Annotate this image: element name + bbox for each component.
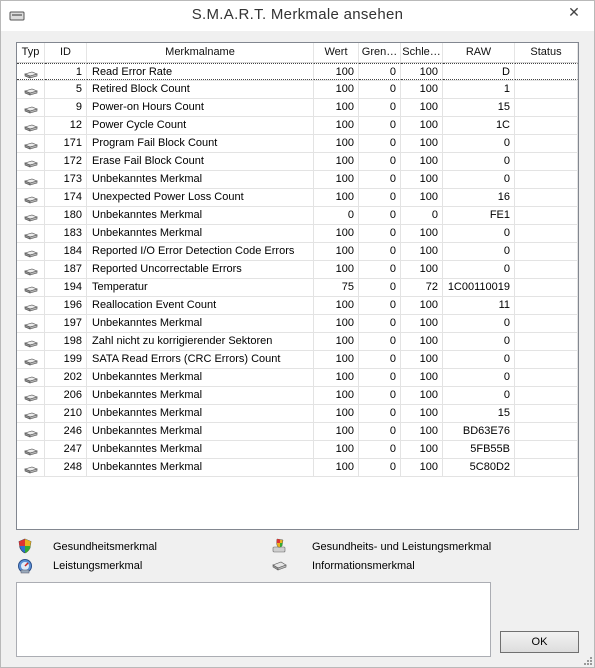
- cell-merkmalname: Unbekanntes Merkmal: [87, 387, 314, 404]
- cell-grenzwert: 0: [359, 315, 401, 332]
- cell-grenzwert: 0: [359, 351, 401, 368]
- cell-wert: 0: [314, 207, 359, 224]
- cell-schlechtester: 100: [401, 153, 443, 170]
- cell-schlechtester: 100: [401, 459, 443, 476]
- window-title: S.M.A.R.T. Merkmale ansehen: [191, 6, 404, 23]
- legend-info-label: Informationsmerkmal: [312, 560, 415, 572]
- cell-schlechtester: 72: [401, 279, 443, 296]
- cell-id: 173: [45, 171, 87, 188]
- legend: [1, 31, 594, 591]
- cell-merkmalname: Reallocation Event Count: [87, 297, 314, 314]
- cell-schlechtester: 100: [401, 297, 443, 314]
- cell-id: 172: [45, 153, 87, 170]
- cell-merkmalname: Power Cycle Count: [87, 117, 314, 134]
- cell-merkmalname: Unexpected Power Loss Count: [87, 189, 314, 206]
- cell-grenzwert: 0: [359, 225, 401, 242]
- cell-schlechtester: 100: [401, 171, 443, 188]
- cell-raw: 0: [443, 171, 515, 188]
- cell-id: 174: [45, 189, 87, 206]
- cell-grenzwert: 0: [359, 171, 401, 188]
- cell-merkmalname: Unbekanntes Merkmal: [87, 207, 314, 224]
- cell-grenzwert: 0: [359, 117, 401, 134]
- cell-wert: 100: [314, 261, 359, 278]
- cell-grenzwert: 0: [359, 207, 401, 224]
- cell-wert: 100: [314, 117, 359, 134]
- column-header-grenzwert[interactable]: Gren…: [359, 43, 401, 62]
- cell-schlechtester: 100: [401, 369, 443, 386]
- cell-raw: 5C80D2: [443, 459, 515, 476]
- cell-wert: 100: [314, 99, 359, 116]
- cell-wert: 100: [314, 423, 359, 440]
- column-header-id[interactable]: ID: [45, 43, 87, 62]
- cell-id: 247: [45, 441, 87, 458]
- cell-merkmalname: Erase Fail Block Count: [87, 153, 314, 170]
- cell-raw: 1: [443, 81, 515, 98]
- cell-id: 184: [45, 243, 87, 260]
- cell-id: 199: [45, 351, 87, 368]
- cell-id: 198: [45, 333, 87, 350]
- column-header-wert[interactable]: Wert: [314, 43, 359, 62]
- cell-raw: 0: [443, 243, 515, 260]
- cell-id: 196: [45, 297, 87, 314]
- legend-health-performance-label: Gesundheits- und Leistungsmerkmal: [312, 541, 492, 553]
- cell-schlechtester: 100: [401, 63, 443, 80]
- cell-raw: 0: [443, 225, 515, 242]
- cell-raw: BD63E76: [443, 423, 515, 440]
- title-bar: [1, 1, 594, 31]
- cell-id: 12: [45, 117, 87, 134]
- cell-wert: 100: [314, 441, 359, 458]
- cell-raw: 0: [443, 315, 515, 332]
- cell-raw: D: [443, 63, 515, 80]
- cell-grenzwert: 0: [359, 189, 401, 206]
- resize-grip[interactable]: [583, 656, 593, 666]
- cell-id: 180: [45, 207, 87, 224]
- shield-icon: [17, 538, 33, 554]
- cell-raw: 0: [443, 153, 515, 170]
- cell-wert: 100: [314, 81, 359, 98]
- cell-id: 197: [45, 315, 87, 332]
- cell-id: 202: [45, 369, 87, 386]
- cell-grenzwert: 0: [359, 153, 401, 170]
- cell-merkmalname: Unbekanntes Merkmal: [87, 225, 314, 242]
- cell-id: 9: [45, 99, 87, 116]
- cell-id: 210: [45, 405, 87, 422]
- column-header-merkmalname[interactable]: Merkmalname: [87, 43, 314, 62]
- cell-wert: 100: [314, 315, 359, 332]
- cell-raw: 1C: [443, 117, 515, 134]
- cell-wert: 100: [314, 369, 359, 386]
- cell-grenzwert: 0: [359, 81, 401, 98]
- cell-raw: 1C00110019: [443, 279, 515, 296]
- cell-merkmalname: Unbekanntes Merkmal: [87, 369, 314, 386]
- cell-grenzwert: 0: [359, 279, 401, 296]
- cell-wert: 100: [314, 405, 359, 422]
- speedometer-icon: [17, 558, 33, 574]
- details-textbox[interactable]: [16, 582, 491, 657]
- cell-schlechtester: 100: [401, 387, 443, 404]
- cell-schlechtester: 100: [401, 351, 443, 368]
- column-header-schlechtester[interactable]: Schle…: [401, 43, 443, 62]
- cell-merkmalname: Power-on Hours Count: [87, 99, 314, 116]
- cell-schlechtester: 100: [401, 99, 443, 116]
- cell-raw: 5FB55B: [443, 441, 515, 458]
- cell-schlechtester: 100: [401, 405, 443, 422]
- cell-wert: 100: [314, 189, 359, 206]
- cell-grenzwert: 0: [359, 405, 401, 422]
- cell-wert: 100: [314, 171, 359, 188]
- cell-id: 248: [45, 459, 87, 476]
- cell-merkmalname: Reported Uncorrectable Errors: [87, 261, 314, 278]
- cell-raw: 0: [443, 387, 515, 404]
- cell-merkmalname: SATA Read Errors (CRC Errors) Count: [87, 351, 314, 368]
- cell-merkmalname: Temperatur: [87, 279, 314, 296]
- cell-grenzwert: 0: [359, 459, 401, 476]
- cell-schlechtester: 100: [401, 441, 443, 458]
- cell-wert: 100: [314, 225, 359, 242]
- cell-raw: 0: [443, 369, 515, 386]
- dialog-client-area: [1, 31, 594, 667]
- cell-schlechtester: 100: [401, 81, 443, 98]
- cell-wert: 100: [314, 243, 359, 260]
- ok-button[interactable]: OK: [500, 631, 579, 653]
- legend-health-label: Gesundheitsmerkmal: [53, 541, 157, 553]
- cell-grenzwert: 0: [359, 243, 401, 260]
- cell-wert: 100: [314, 351, 359, 368]
- cell-merkmalname: Unbekanntes Merkmal: [87, 441, 314, 458]
- cell-schlechtester: 100: [401, 423, 443, 440]
- cell-merkmalname: Reported I/O Error Detection Code Errors: [87, 243, 314, 260]
- cell-merkmalname: Unbekanntes Merkmal: [87, 459, 314, 476]
- column-header-typ[interactable]: Typ: [17, 43, 45, 62]
- cell-grenzwert: 0: [359, 387, 401, 404]
- cell-grenzwert: 0: [359, 261, 401, 278]
- cell-id: 1: [45, 63, 87, 80]
- cell-merkmalname: Retired Block Count: [87, 81, 314, 98]
- legend-performance-label: Leistungsmerkmal: [53, 560, 143, 572]
- cell-raw: 0: [443, 135, 515, 152]
- cell-schlechtester: 100: [401, 117, 443, 134]
- cell-id: 246: [45, 423, 87, 440]
- cell-grenzwert: 0: [359, 99, 401, 116]
- close-button[interactable]: ✕: [568, 4, 580, 20]
- cell-merkmalname: Unbekanntes Merkmal: [87, 315, 314, 332]
- cell-wert: 100: [314, 297, 359, 314]
- cell-raw: 11: [443, 297, 515, 314]
- cell-wert: 100: [314, 135, 359, 152]
- cell-grenzwert: 0: [359, 135, 401, 152]
- cell-grenzwert: 0: [359, 333, 401, 350]
- column-header-raw[interactable]: RAW: [443, 43, 515, 62]
- cell-merkmalname: Unbekanntes Merkmal: [87, 423, 314, 440]
- cell-raw: 0: [443, 333, 515, 350]
- cell-grenzwert: 0: [359, 63, 401, 80]
- cell-id: 187: [45, 261, 87, 278]
- cell-schlechtester: 100: [401, 315, 443, 332]
- cell-schlechtester: 100: [401, 135, 443, 152]
- cell-raw: 0: [443, 351, 515, 368]
- cell-grenzwert: 0: [359, 423, 401, 440]
- cell-raw: 15: [443, 405, 515, 422]
- cell-wert: 100: [314, 153, 359, 170]
- cell-raw: 16: [443, 189, 515, 206]
- cell-wert: 100: [314, 63, 359, 80]
- cell-wert: 100: [314, 387, 359, 404]
- cell-grenzwert: 0: [359, 441, 401, 458]
- cell-schlechtester: 100: [401, 261, 443, 278]
- cell-id: 183: [45, 225, 87, 242]
- cell-schlechtester: 100: [401, 333, 443, 350]
- cell-raw: FE1: [443, 207, 515, 224]
- column-header-status[interactable]: Status: [515, 43, 578, 62]
- hard-drive-icon: [271, 558, 287, 574]
- cell-merkmalname: Program Fail Block Count: [87, 135, 314, 152]
- cell-merkmalname: Unbekanntes Merkmal: [87, 171, 314, 188]
- cell-merkmalname: Read Error Rate: [87, 63, 314, 80]
- cell-id: 171: [45, 135, 87, 152]
- cell-wert: 100: [314, 333, 359, 350]
- cell-schlechtester: 100: [401, 225, 443, 242]
- cell-raw: 15: [443, 99, 515, 116]
- cell-schlechtester: 0: [401, 207, 443, 224]
- cell-schlechtester: 100: [401, 189, 443, 206]
- cell-id: 5: [45, 81, 87, 98]
- health-performance-icon: [271, 538, 287, 554]
- cell-merkmalname: Unbekanntes Merkmal: [87, 405, 314, 422]
- cell-raw: 0: [443, 261, 515, 278]
- cell-wert: 100: [314, 459, 359, 476]
- cell-grenzwert: 0: [359, 369, 401, 386]
- cell-id: 206: [45, 387, 87, 404]
- cell-merkmalname: Zahl nicht zu korrigierender Sektoren: [87, 333, 314, 350]
- cell-schlechtester: 100: [401, 243, 443, 260]
- cell-wert: 75: [314, 279, 359, 296]
- cell-grenzwert: 0: [359, 297, 401, 314]
- cell-id: 194: [45, 279, 87, 296]
